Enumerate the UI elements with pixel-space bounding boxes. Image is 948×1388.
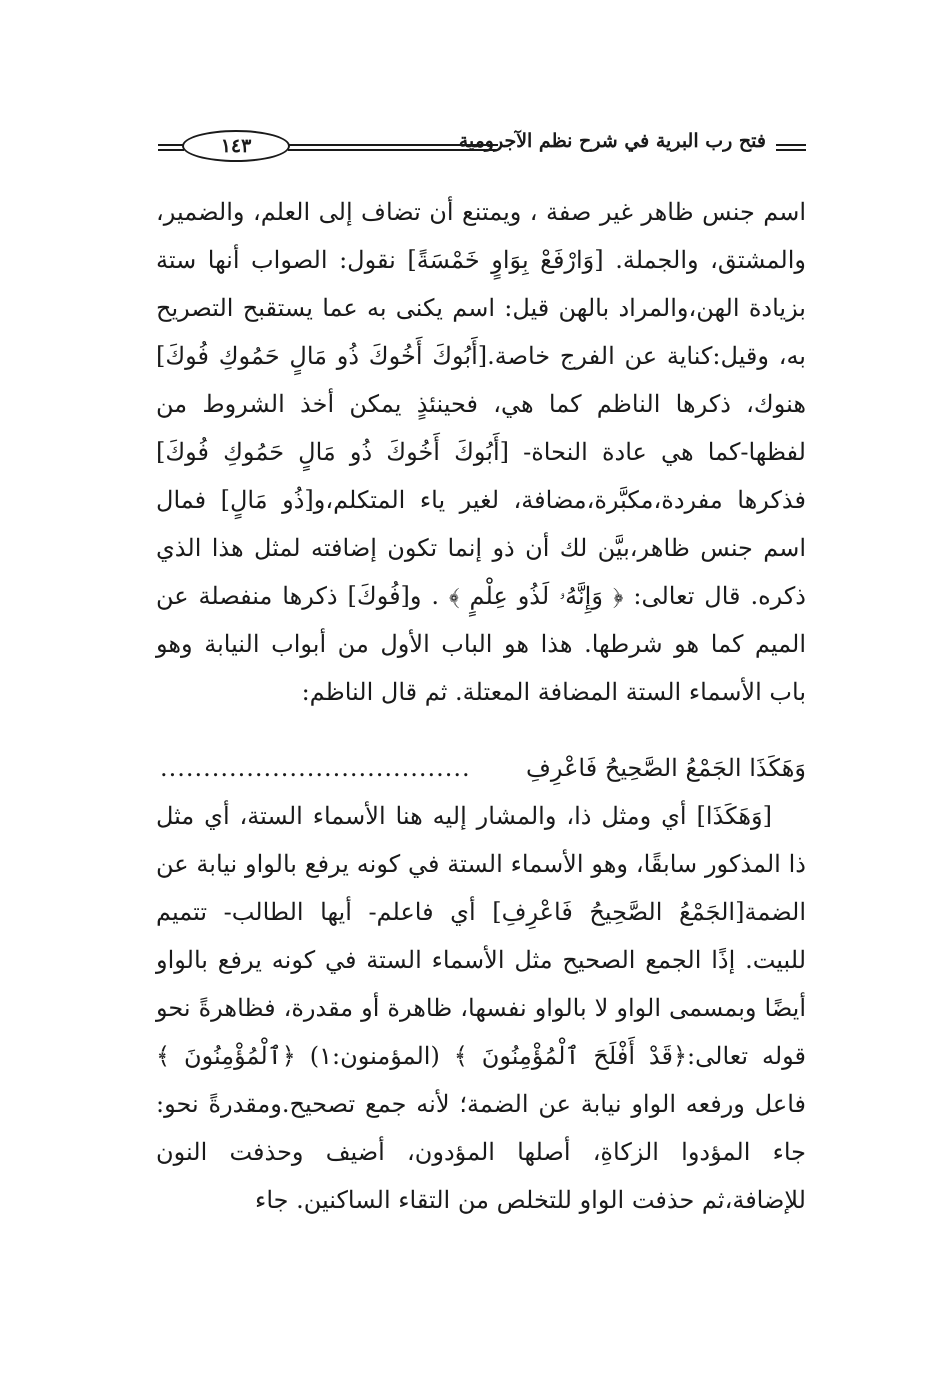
paragraph-1: اسم جنس ظاهر غير صفة ، ويمتنع أن تضاف إلى العلم، والضمير، والمشتق، والجملة. [وَارْفَعْ بِوَاوٍ خَمْسَةً] نقول: الصواب أنها ستة بزيادة الهن،والمراد بالهن قيل: اسم يكنى به عما يستقبح التصريح به، وقيل:كناية عن الفرج خاصة.[أَبُوكَ أَخُوكَ ذُو مَالٍ حَمُوكِ فُوكَ] هنوك، ذكرها الناظم كما هي، فحينئذٍ يمكن أخذ الشروط من لفظها-كما هي عادة النحاة- [أَبُوكَ أَخُوكَ ذُو مَالٍ حَمُوكِ فُوكَ] فذكرها مفردة،مكبَّرة،مضافة، لغير ياء المتكلم،و[ذُو مَالٍ] فمال اسم جنس ظاهر،بيَّن لك أن ذو إنما تكون إضافته لمثل هذا الذي ذكره. قال تعالى: ﴿ وَإِنَّهُۥ لَذُو عِلْمٍ ﴾ . و[فُوكَ] ذكرها منفصلة عن الميم كما هو شرطها. هذا هو الباب الأول من أبواب النيابة وهو باب الأسماء الستة المضافة المعتلة. ثم قال الناظم: (156, 198, 806, 706)
paragraph-2 (156, 792, 806, 1224)
paragraph-2-text: [وَهَكَذَا] أي ومثل ذا، والمشار إليه هنا الأسماء الستة، أي مثل ذا المذكور سابقًا، وهو الأسماء الستة في كونه يرفع بالواو نيابة عن الضمة[الجَمْعُ الصَّحِيحُ فَاعْرِفِ] أي فاعلم- أيها الطالب- تتميم للبيت. إذًا الجمع الصحيح مثل الأسماء الستة في كونه يرفع بالواو أيضًا وبمسمى الواو لا بالواو نفسها، ظاهرة أو مقدرة، فظاهرةً نحو قوله تعالى:﴿قَدْ أَفْلَحَ ٱلْمُؤْمِنُونَ ﴾ (المؤمنون:١) ﴿ٱلْمُؤْمِنُونَ ﴾ فاعل ورفعه الواو نيابة عن الضمة؛ لأنه جمع تصحيح.ومقدرةً نحو: جاء المؤدوا الزكاةِ، أصلها المؤدون، أضيف وحذفت النون للإضافة،ثم حذفت الواو للتخلص من التقاء الساكنين. جاء (156, 802, 807, 1214)
verse-ellipsis: .................................... (160, 754, 471, 782)
verse-line (156, 744, 806, 792)
page-number: ١٤٣ (182, 130, 290, 162)
body-text (156, 188, 806, 1224)
verse-text: وَهَكَذَا الجَمْعُ الصَّحِيحُ فَاعْرِفِ (525, 754, 806, 782)
header-ornament-right (776, 144, 806, 146)
header-ornament-left (158, 144, 184, 146)
header-rule (288, 144, 498, 146)
book-title: فتح رب البرية في شرح نظم الآجرومية (458, 130, 766, 152)
running-header (158, 128, 806, 164)
